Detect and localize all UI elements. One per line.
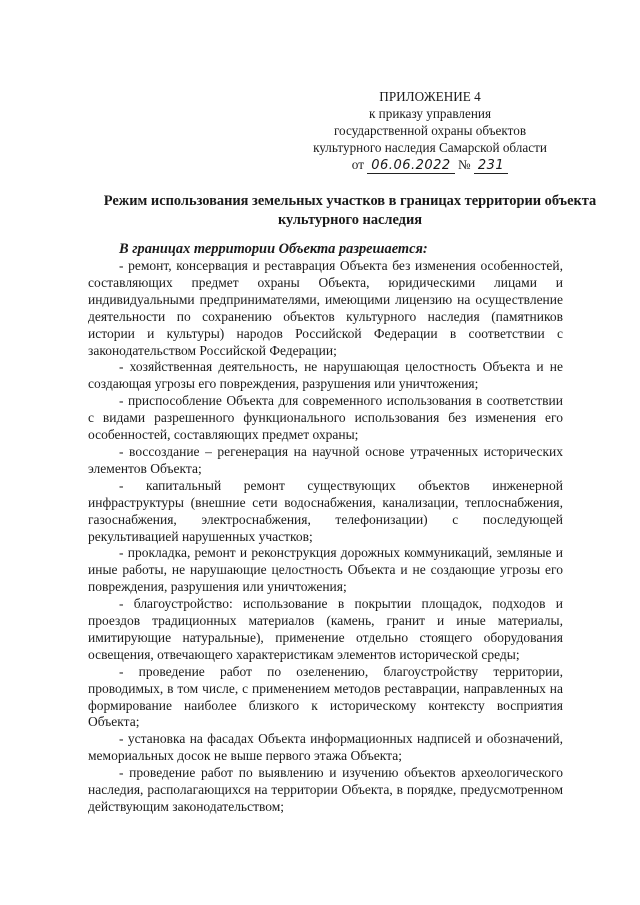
authority-region: культурного наследия Самарской области [313,140,547,155]
number-prefix: № [458,157,471,172]
order-date-line [300,156,560,174]
order-reference: к приказу управления [368,106,492,121]
date-prefix: от [351,157,364,172]
list-item: - прокладка, ремонт и реконструкция дорожных коммуникаций, земляные и иные работы, не нарушающие целостность Объекта и не создающие угрозы его повреждения, разрушения или уничтожения; [88,545,563,595]
list-item: - установка на фасадах Объекта информационных надписей и обозначений, мемориальных досок не выше первого этажа Объекта; [88,731,563,764]
section-lead: В границах территории Объекта разрешается: [119,241,428,257]
appendix-number: ПРИЛОЖЕНИЕ 4 [379,89,481,104]
list-item: - благоустройство: использование в покрытии площадок, подходов и проездов традиционных материалов (камень, гранит и иные материалы, имитирующие натуральные), применение отдельно стоящего оборудования освещения, отвечающего характеристикам элементов исторической среды; [88,596,563,662]
authority-name: государственной охраны объектов [333,123,527,138]
list-item: - проведение работ по озеленению, благоустройству территории, проводимых, в том числе, с применением методов реставрации, направленных на формирование наиболее близкого к историческому контексту восприятия Объекта; [88,663,563,730]
document-title: Режим использования земельных участков в границах территории объекта культурного наследия [103,193,597,228]
handwritten-number: 231 [474,159,508,174]
list-item: - приспособление Объекта для современного использования в соответствии с видами разрешенного функционального использования без изменения его особенностей, составляющих предмет охраны; [88,393,563,443]
list-item: - воссоздание – регенерация на научной основе утраченных исторических элементов Объекта; [88,443,563,476]
list-item: - капитальный ремонт существующих объектов инженерной инфраструктуры (внешние сети водоснабжения, канализации, теплоснабжения, газоснабжения, электроснабжения, телефонизации) с последующей рекультивацией нарушенных участков; [88,477,563,544]
appendix-header [300,88,560,174]
handwritten-date: 06.06.2022 [367,159,454,174]
list-item: - проведение работ по выявлению и изучению объектов археологического наследия, располагающихся на территории Объекта, в порядке, предусмотренном действующим законодательством; [88,765,563,814]
document-body [88,240,563,816]
list-item: - хозяйственная деятельность, не нарушающая целостность Объекта и не создающая угрозы его повреждения, разрушения или уничтожения; [88,359,563,392]
list-item: - ремонт, консервация и реставрация Объекта без изменения особенностей, составляющих предмет охраны Объекта, юридическими лицами и индивидуальными предпринимателями, имеющими лицензию на осуществление деятельности по сохранению объектов культурного наследия (памятников истории и культуры) народов Российской Федерации в соответствии с законодательством Российской Федерации; [88,258,563,358]
